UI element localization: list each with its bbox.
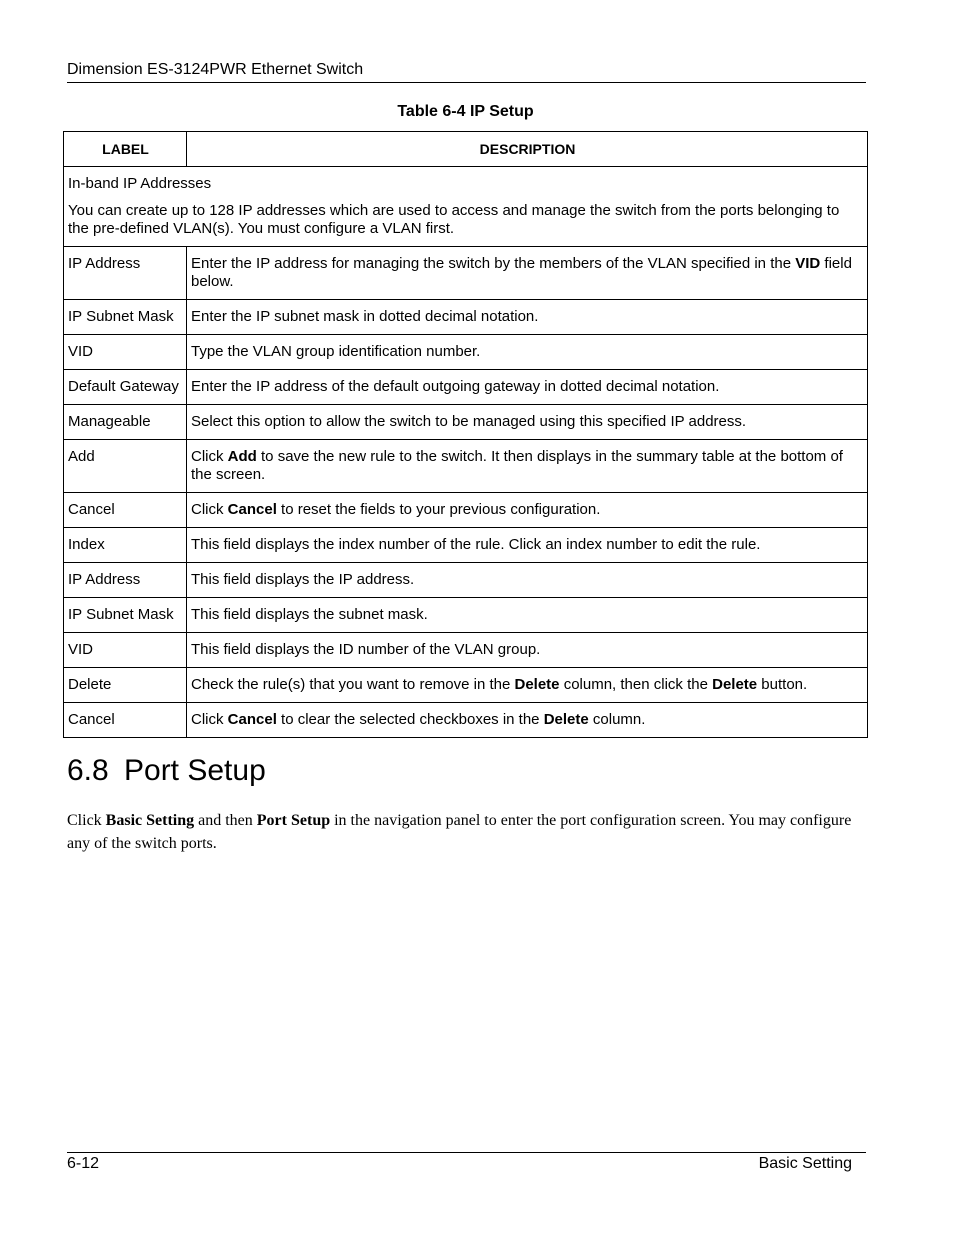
description-text: Select this option to allow the switch to be managed using this specified IP address. xyxy=(191,413,747,430)
row-label: Index xyxy=(64,528,187,563)
row-label: IP Subnet Mask xyxy=(64,598,187,633)
paragraph-text: Click xyxy=(67,812,106,829)
paragraph-bold-text: Basic Setting xyxy=(105,812,195,829)
description-text: This field displays the subnet mask. xyxy=(191,606,428,623)
description-text: This field displays the IP address. xyxy=(191,571,415,588)
row-label: IP Address xyxy=(64,563,187,598)
row-label: Cancel xyxy=(64,703,187,738)
section-title: Port Setup xyxy=(124,754,266,787)
row-label: VID xyxy=(64,335,187,370)
row-label: Add xyxy=(64,440,187,493)
row-description xyxy=(187,703,868,738)
chapter-name: Basic Setting xyxy=(758,1155,852,1172)
description-text: to clear the selected checkboxes in the xyxy=(276,711,544,728)
paragraph-bold-text: Port Setup xyxy=(256,812,331,829)
running-footer xyxy=(67,1152,866,1174)
ip-setup-table xyxy=(63,131,868,738)
header-title: Dimension ES-3124PWR Ethernet Switch xyxy=(67,61,364,78)
description-text: column. xyxy=(588,711,646,728)
row-description xyxy=(187,247,868,300)
row-label: Default Gateway xyxy=(64,370,187,405)
row-label: Manageable xyxy=(64,405,187,440)
description-bold-text: Cancel xyxy=(227,501,277,518)
table-row xyxy=(64,247,868,300)
description-bold-text: Delete xyxy=(712,676,758,693)
section-title: In-band IP Addresses xyxy=(68,175,212,192)
description-bold-text: Delete xyxy=(543,711,589,728)
section-number: 6.8 xyxy=(67,754,109,787)
row-label: IP Address xyxy=(64,247,187,300)
running-header xyxy=(67,60,866,83)
description-text: Enter the IP address for managing the switch by the members of the VLAN specified in the xyxy=(191,255,796,272)
table-row xyxy=(64,668,868,703)
row-description xyxy=(187,633,868,668)
table-row xyxy=(64,703,868,738)
description-text: Click xyxy=(191,711,228,728)
row-description xyxy=(187,598,868,633)
description-bold-text: VID xyxy=(795,255,821,272)
page-number: 6-12 xyxy=(67,1155,100,1172)
row-description xyxy=(187,370,868,405)
table-row xyxy=(64,300,868,335)
row-label: Cancel xyxy=(64,493,187,528)
description-text: button. xyxy=(757,676,808,693)
table-section-row xyxy=(64,167,868,247)
description-bold-text: Cancel xyxy=(227,711,277,728)
description-text: Click xyxy=(191,448,228,465)
table-header-row xyxy=(64,132,868,167)
description-text: This field displays the ID number of the VLAN group. xyxy=(191,641,541,658)
description-bold-text: Delete xyxy=(514,676,560,693)
row-description xyxy=(187,493,868,528)
table-row xyxy=(64,405,868,440)
row-description xyxy=(187,440,868,493)
table-row xyxy=(64,563,868,598)
description-text: to reset the fields to your previous configuration. xyxy=(276,501,601,518)
row-description xyxy=(187,528,868,563)
table-row xyxy=(64,335,868,370)
row-description xyxy=(187,300,868,335)
section-text: You can create up to 128 IP addresses which are used to access and manage the switch from the ports belonging to the pre-defined VLAN(s). You must configure a VLAN first. xyxy=(68,202,840,237)
row-label: Delete xyxy=(64,668,187,703)
description-text: Check the rule(s) that you want to remove in the xyxy=(191,676,515,693)
description-text: field below. xyxy=(191,255,852,290)
table-row xyxy=(64,528,868,563)
description-text: Enter the IP subnet mask in dotted decimal notation. xyxy=(191,308,539,325)
row-description xyxy=(187,563,868,598)
column-header-label: LABEL xyxy=(64,132,187,167)
description-text: Click xyxy=(191,501,228,518)
row-label: VID xyxy=(64,633,187,668)
body-paragraph xyxy=(67,809,857,855)
table-row xyxy=(64,493,868,528)
section-cell xyxy=(64,167,868,247)
row-description xyxy=(187,335,868,370)
paragraph-text: and then xyxy=(194,812,257,829)
table-row xyxy=(64,370,868,405)
description-text: This field displays the index number of the rule. Click an index number to edit the rule. xyxy=(191,536,761,553)
table-caption: Table 6-4 IP Setup xyxy=(397,103,534,120)
table-row xyxy=(64,633,868,668)
table-row xyxy=(64,440,868,493)
description-bold-text: Add xyxy=(227,448,257,465)
column-header-description: DESCRIPTION xyxy=(187,132,868,167)
row-label: IP Subnet Mask xyxy=(64,300,187,335)
description-text: to save the new rule to the switch. It then displays in the summary table at the bottom of the screen. xyxy=(191,448,843,483)
table-row xyxy=(64,598,868,633)
paragraph-text: in the navigation panel to enter the port configuration screen. You may configure any of the switch ports. xyxy=(67,812,852,852)
section-heading xyxy=(67,752,266,790)
row-description xyxy=(187,668,868,703)
row-description xyxy=(187,405,868,440)
description-text: Enter the IP address of the default outgoing gateway in dotted decimal notation. xyxy=(191,378,720,395)
description-text: Type the VLAN group identification number. xyxy=(191,343,481,360)
description-text: column, then click the xyxy=(559,676,713,693)
